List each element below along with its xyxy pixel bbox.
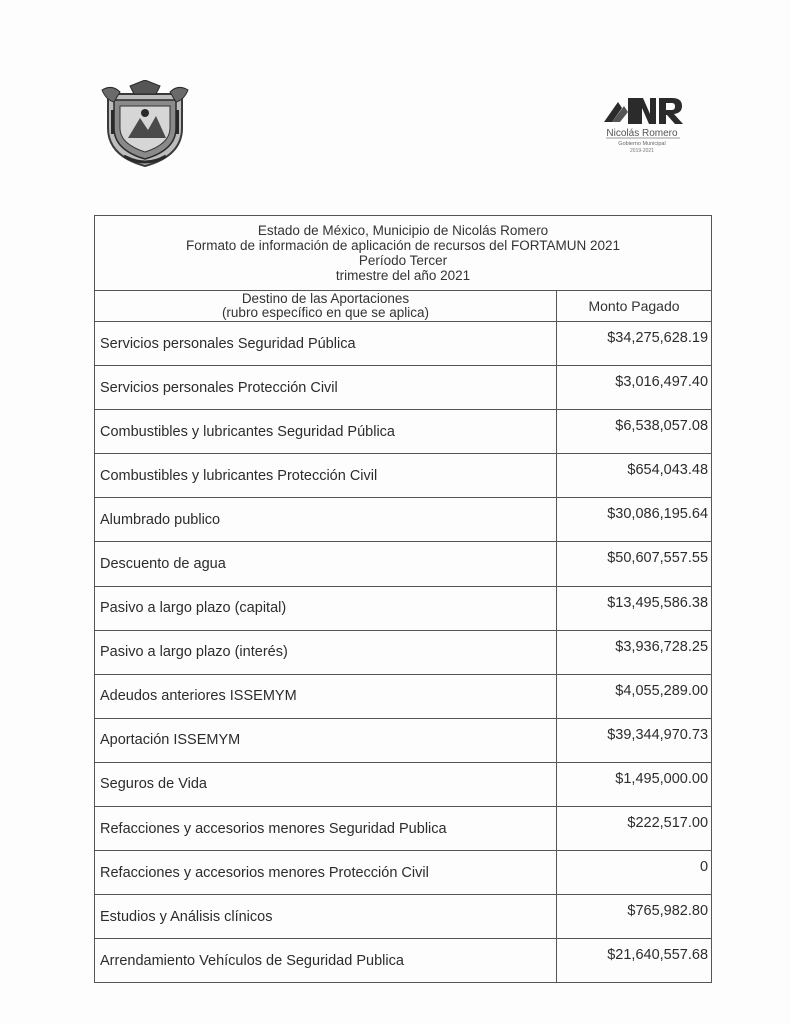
table-row [95, 674, 712, 718]
table-row [95, 762, 712, 806]
row-concept: Adeudos anteriores ISSEMYM [95, 674, 557, 718]
column-header-concept [95, 291, 557, 322]
table-row [95, 807, 712, 851]
table-row [95, 851, 712, 895]
row-concept: Refacciones y accesorios menores Protección Civil [95, 851, 557, 895]
row-amount: $6,538,057.08 [557, 410, 712, 454]
column-header-concept-line-2: (rubro específico en que se aplica) [221, 305, 430, 320]
column-header-amount: Monto Pagado [557, 291, 712, 322]
table-row [95, 410, 712, 454]
row-concept: Pasivo a largo plazo (interés) [95, 630, 557, 674]
row-concept: Refacciones y accesorios menores Seguridad Publica [95, 807, 557, 851]
row-amount: $4,055,289.00 [557, 674, 712, 718]
svg-text:2019-2021: 2019-2021 [630, 148, 654, 154]
table-body [95, 322, 712, 983]
row-amount: $765,982.80 [557, 895, 712, 939]
table-row [95, 454, 712, 498]
column-header-concept-line-1: Destino de las Aportaciones [241, 291, 410, 306]
row-amount: $39,344,970.73 [557, 718, 712, 762]
table-row [95, 498, 712, 542]
nr-municipal-logo [598, 92, 688, 160]
row-amount: $21,640,557.68 [557, 939, 712, 983]
row-concept: Arrendamiento Vehículos de Seguridad Publica [95, 939, 557, 983]
row-amount: $13,495,586.38 [557, 586, 712, 630]
row-concept: Servicios personales Protección Civil [95, 366, 557, 410]
row-amount: $3,016,497.40 [557, 366, 712, 410]
title-line-3: Período Tercer [358, 253, 448, 268]
row-concept: Pasivo a largo plazo (capital) [95, 586, 557, 630]
row-amount: 0 [557, 851, 712, 895]
row-concept: Servicios personales Seguridad Pública [95, 322, 557, 366]
svg-text:Gobierno Municipal: Gobierno Municipal [618, 141, 666, 147]
table-row [95, 366, 712, 410]
row-concept: Combustibles y lubricantes Seguridad Pública [95, 410, 557, 454]
row-concept: Aportación ISSEMYM [95, 718, 557, 762]
municipal-coat-of-arms-icon [100, 80, 190, 170]
table-row [95, 542, 712, 586]
table-row [95, 718, 712, 762]
table-title [95, 216, 712, 291]
title-line-2: Formato de información de aplicación de recursos del FORTAMUN 2021 [186, 238, 620, 253]
row-concept: Alumbrado publico [95, 498, 557, 542]
column-header-row [95, 291, 712, 322]
row-concept: Descuento de agua [95, 542, 557, 586]
row-amount: $30,086,195.64 [557, 498, 712, 542]
fortamun-table [94, 215, 712, 983]
row-amount: $654,043.48 [557, 454, 712, 498]
row-concept: Seguros de Vida [95, 762, 557, 806]
title-line-1: Estado de México, Municipio de Nicolás Romero [257, 223, 549, 238]
table-row [95, 939, 712, 983]
table-row [95, 630, 712, 674]
title-line-4: trimestre del año 2021 [335, 268, 471, 283]
row-amount: $34,275,628.19 [557, 322, 712, 366]
row-amount: $3,936,728.25 [557, 630, 712, 674]
table-title-row [95, 216, 712, 291]
row-amount: $50,607,557.55 [557, 542, 712, 586]
table-row [95, 586, 712, 630]
row-amount: $1,495,000.00 [557, 762, 712, 806]
svg-text:Nicolás Romero: Nicolás Romero [606, 128, 678, 139]
row-concept: Combustibles y lubricantes Protección Civil [95, 454, 557, 498]
table-row [95, 322, 712, 366]
row-concept: Estudios y Análisis clínicos [95, 895, 557, 939]
table-row [95, 895, 712, 939]
row-amount: $222,517.00 [557, 807, 712, 851]
